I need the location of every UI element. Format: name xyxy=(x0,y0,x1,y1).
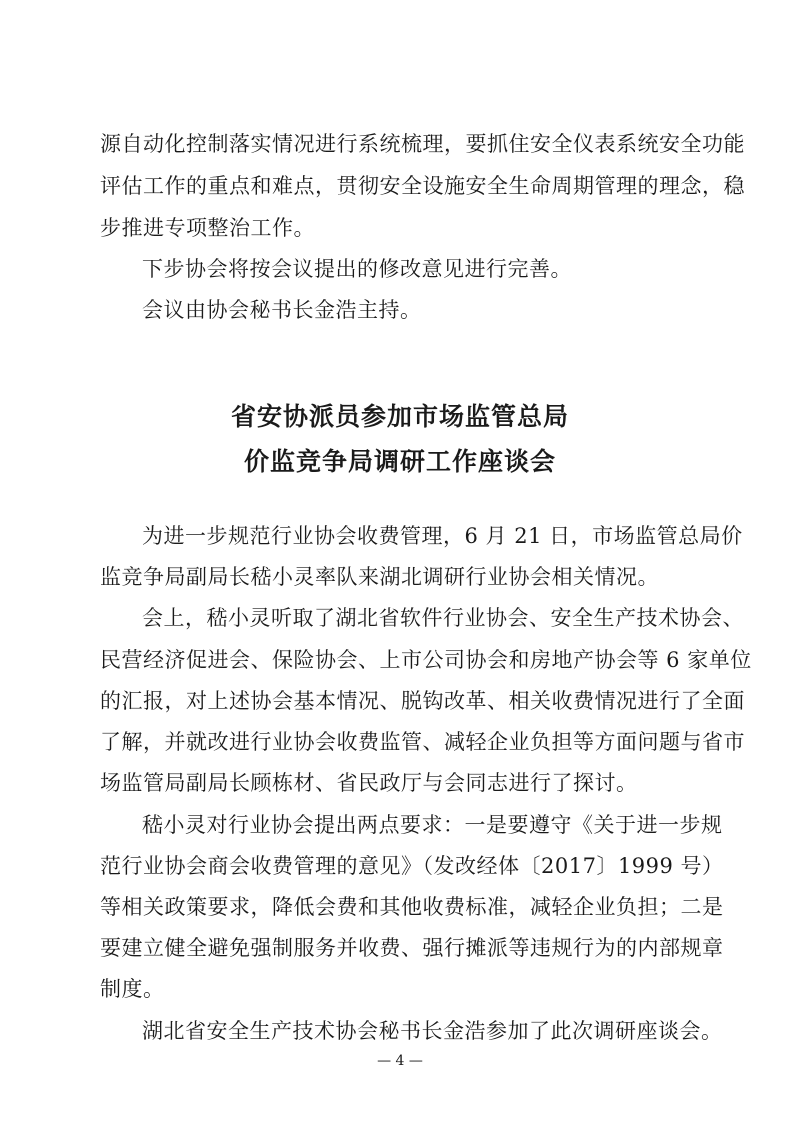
body-line: 源自动化控制落实情况进行系统梳理，要抓住安全仪表系统安全功能 xyxy=(100,132,745,156)
body-line: 了解，并就改进行业协会收费监管、减轻企业负担等方面问题与省市 xyxy=(100,730,745,754)
body-line: 下步协会将按会议提出的修改意见进行完善。 xyxy=(142,257,572,281)
body-line: 要建立健全避免强制服务并收费、强行摊派等违规行为的内部规章 xyxy=(100,936,724,960)
body-line: 为进一步规范行业协会收费管理，6 月 21 日，市场监管总局价 xyxy=(142,524,743,548)
page-number: — 4 — xyxy=(377,1053,423,1069)
body-line: 范行业协会商会收费管理的意见》（发改经体〔2017〕1999 号） xyxy=(100,854,724,878)
body-line: 嵇小灵对行业协会提出两点要求：一是要遵守《关于进一步规 xyxy=(142,813,723,837)
body-line: 会议由协会秘书长金浩主持。 xyxy=(142,298,422,322)
body-line: 制度。 xyxy=(100,977,165,1001)
article-title-line-1: 省安协派员参加市场监管总局 xyxy=(230,402,569,431)
body-line: 场监管局副局长顾栋材、省民政厅与会同志进行了探讨。 xyxy=(100,771,638,795)
body-line: 监竞争局副局长嵇小灵率队来湖北调研行业协会相关情况。 xyxy=(100,565,659,589)
body-line: 评估工作的重点和难点，贯彻安全设施安全生命周期管理的理念，稳 xyxy=(100,174,745,198)
body-line: 等相关政策要求，降低会费和其他收费标准，减轻企业负担；二是 xyxy=(100,895,724,919)
body-line: 湖北省安全生产技术协会秘书长金浩参加了此次调研座谈会。 xyxy=(142,1019,723,1043)
article-title-line-2: 价监竞争局调研工作座谈会 xyxy=(243,447,556,476)
body-line: 会上，嵇小灵听取了湖北省软件行业协会、安全生产技术协会、 xyxy=(142,606,744,630)
body-line: 的汇报，对上述协会基本情况、脱钩改革、相关收费情况进行了全面 xyxy=(100,689,745,713)
body-line: 民营经济促进会、保险协会、上市公司协会和房地产协会等 6 家单位 xyxy=(100,648,752,672)
body-line: 步推进专项整治工作。 xyxy=(100,216,315,240)
